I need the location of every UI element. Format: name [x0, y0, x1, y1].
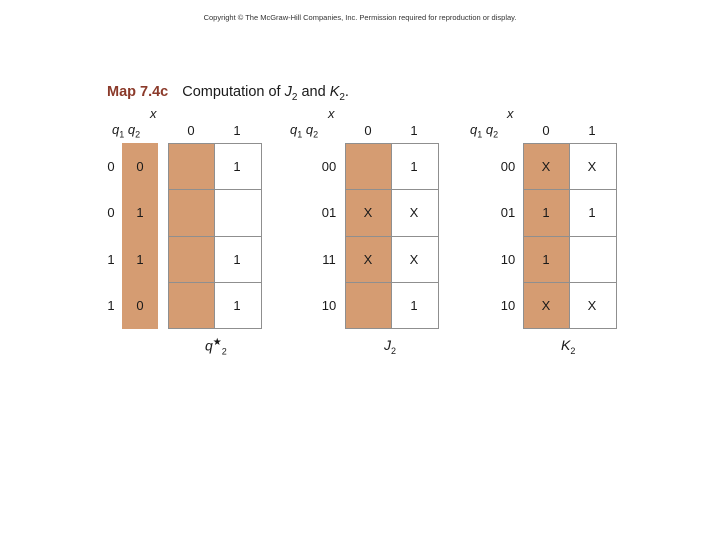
grid-divider	[168, 189, 262, 190]
map-cell: 1	[588, 205, 596, 220]
row-label-q1: 1	[107, 298, 115, 313]
map-cell: X	[541, 159, 551, 174]
grid-divider	[345, 189, 439, 190]
grid-divider	[345, 236, 439, 237]
map-cell: 1	[233, 298, 241, 313]
title-k-sub: 2	[339, 91, 345, 103]
map-name: $q^★_2$	[205, 337, 227, 357]
row-label-q2: 0	[136, 159, 144, 174]
map-cell: 1	[233, 159, 241, 174]
x-variable-label: x	[150, 106, 157, 121]
map-cell: X	[541, 298, 551, 313]
q-variables-label: $q_1$ $q_2$	[112, 122, 141, 140]
title-k: K	[329, 84, 340, 100]
row-label-q2: 0	[136, 298, 144, 313]
column-header: 1	[588, 123, 596, 138]
row-label-q1: 0	[107, 205, 115, 220]
row-label: 00	[321, 159, 337, 174]
title-text-pre: Computation of	[182, 84, 285, 100]
map-cell: 1	[542, 205, 550, 220]
column-header: 1	[233, 123, 241, 138]
grid-divider	[168, 282, 262, 283]
row-label-q2: 1	[136, 205, 144, 220]
x-variable-label: x	[507, 106, 514, 121]
map-cell: X	[363, 205, 373, 220]
column-header: 0	[364, 123, 372, 138]
grid-divider	[523, 189, 617, 190]
row-label: 10	[500, 252, 516, 267]
title-and: and	[297, 84, 330, 100]
map-name: $J_2$	[384, 337, 397, 356]
row-label: 00	[500, 159, 516, 174]
title-end: .	[344, 84, 349, 100]
row-label: 10	[500, 298, 516, 313]
figure-title	[107, 84, 349, 103]
map-cell: X	[587, 159, 597, 174]
map-label: Map 7.4c	[107, 84, 169, 100]
grid-divider	[523, 236, 617, 237]
copyright-notice: Copyright © The McGraw-Hill Companies, Inc. Permission required for reproduction or display.	[203, 13, 517, 22]
row-label: 11	[322, 252, 336, 267]
q-variables-label: $q_1$ $q_2$	[470, 122, 499, 140]
map-cell: X	[363, 252, 373, 267]
grid-divider	[345, 282, 439, 283]
row-label-q1: 0	[107, 159, 115, 174]
grid-divider	[168, 236, 262, 237]
map-cell: X	[587, 298, 597, 313]
map-cell: 1	[233, 252, 241, 267]
grid-divider	[523, 282, 617, 283]
row-label: 01	[500, 205, 516, 220]
map-cell: 1	[410, 298, 418, 313]
title-j: J	[284, 84, 292, 100]
column-header: 0	[187, 123, 195, 138]
map-name: $K_2$	[561, 337, 576, 356]
map-cell: 1	[542, 252, 550, 267]
row-label-q2: 1	[136, 252, 144, 267]
map-cell: 1	[410, 159, 418, 174]
column-header: 0	[542, 123, 550, 138]
map-cell: X	[409, 205, 419, 220]
row-label: 10	[321, 298, 337, 313]
row-label-q1: 1	[107, 252, 115, 267]
title-j-sub: 2	[291, 91, 298, 103]
q-variables-label: $q_1$ $q_2$	[290, 122, 319, 140]
map-cell: X	[409, 252, 419, 267]
x-variable-label: x	[328, 106, 335, 121]
column-header: 1	[410, 123, 418, 138]
row-label: 01	[321, 205, 337, 220]
